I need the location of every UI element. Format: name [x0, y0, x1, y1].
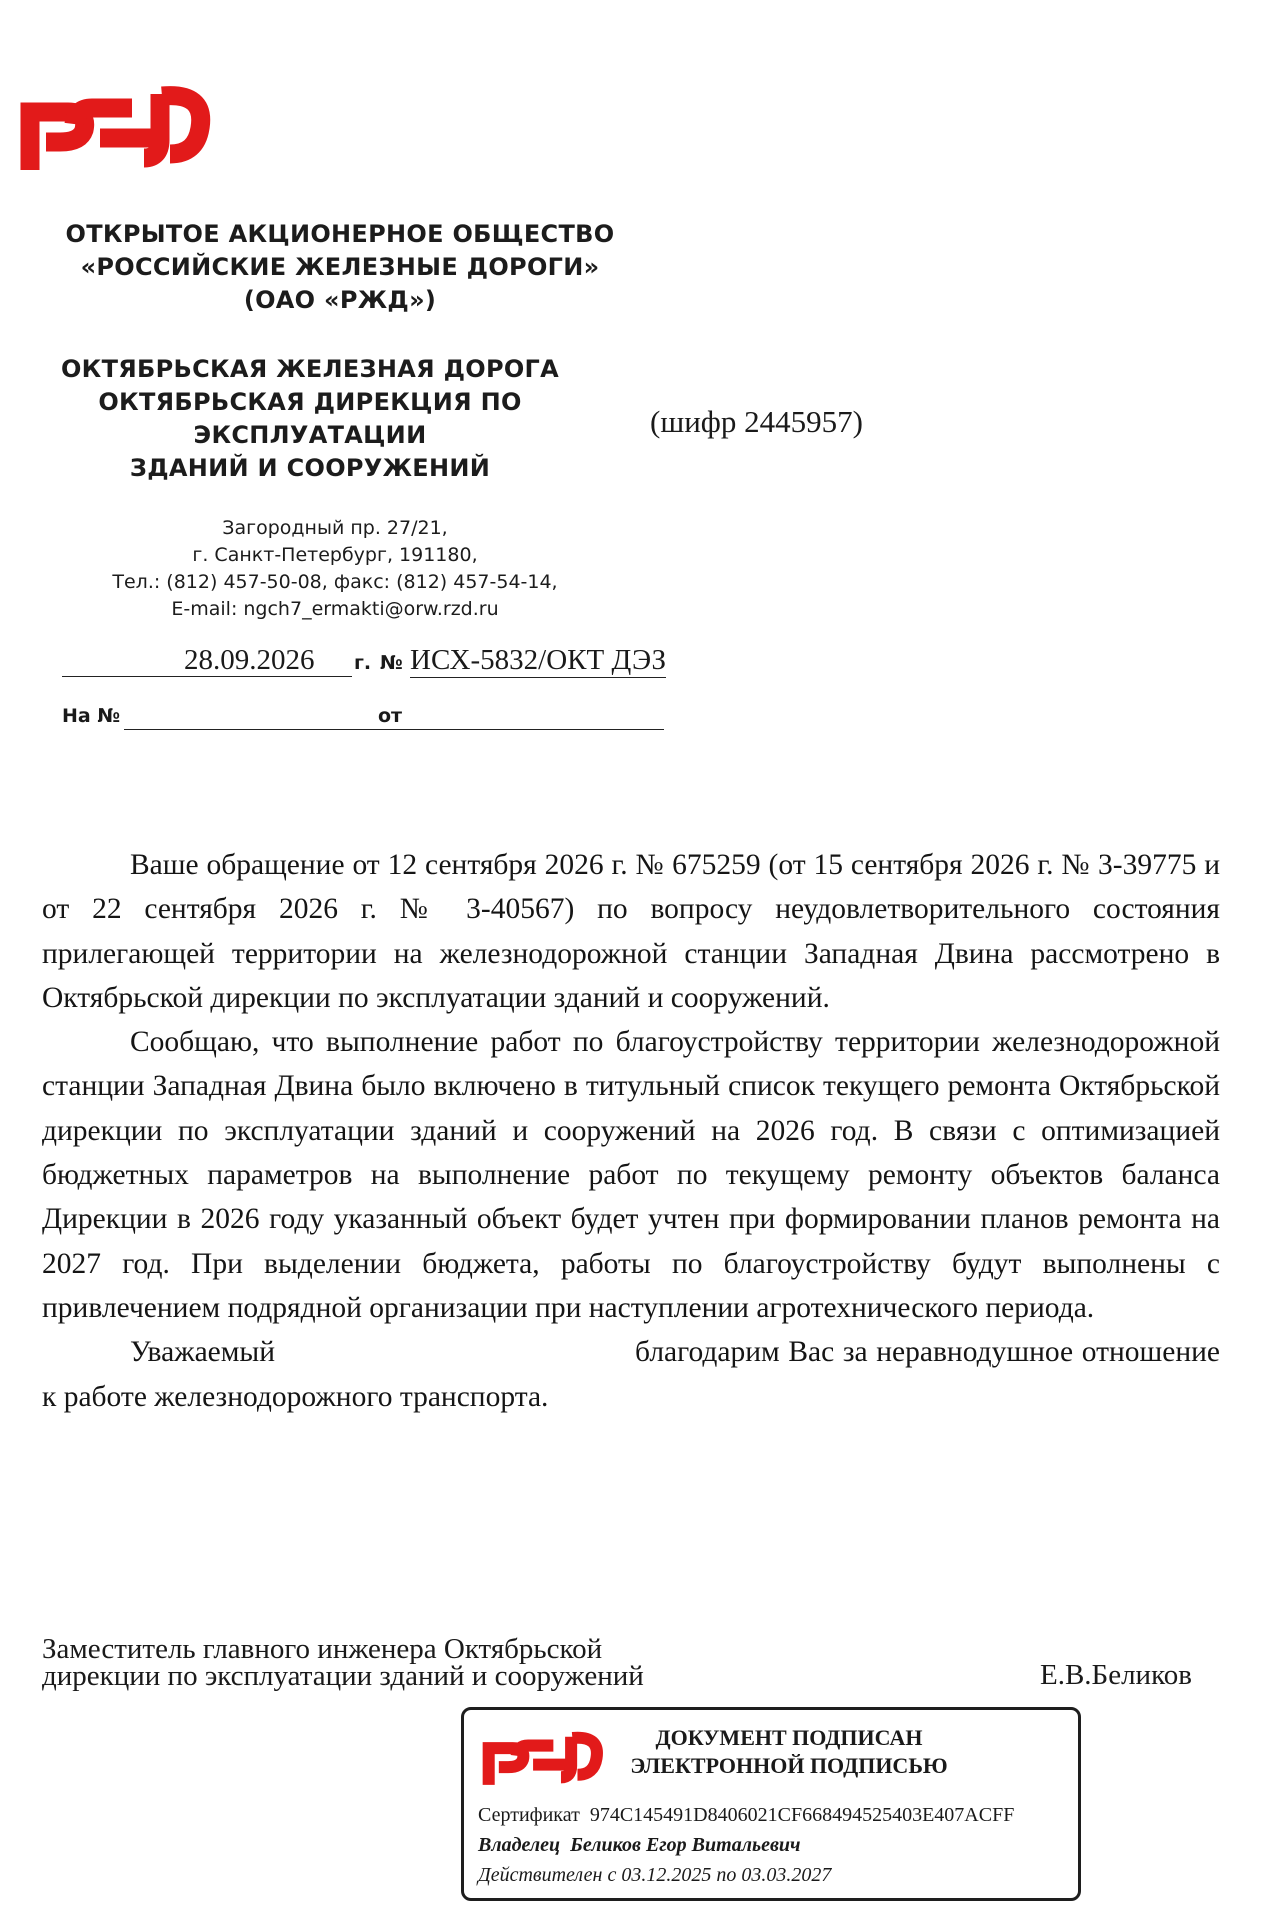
- owner-label: Владелец: [478, 1834, 561, 1856]
- registration-line: [62, 642, 672, 682]
- salutation: Уважаемый: [130, 1336, 276, 1369]
- letter-body: [42, 843, 1220, 1419]
- stamp-title-line: ЭЛЕКТРОННОЙ ПОДПИСЬЮ: [630, 1753, 948, 1778]
- company-name-line: ОТКРЫТОЕ АКЦИОНЕРНОЕ ОБЩЕСТВО: [65, 220, 615, 248]
- rzd-logo-icon: [476, 1726, 606, 1788]
- stamp-title-line: ДОКУМЕНТ ПОДПИСАН: [655, 1725, 923, 1750]
- signatory-position-line: дирекции по эксплуатации зданий и сооружений: [42, 1660, 644, 1692]
- reference-date-label: от: [378, 705, 403, 727]
- company-name-line: (ОАО «РЖД»): [243, 286, 437, 314]
- reference-line: [62, 705, 672, 735]
- address-line: Загородный пр. 27/21,: [222, 517, 448, 539]
- owner-value: Беликов Егор Витальевич: [570, 1834, 801, 1856]
- signatory-position: [42, 1633, 644, 1692]
- body-paragraph: Ваше обращение от 12 сентября 2026 г. № 675259 (от 15 сентября 2026 г. № 3-39775 и от 22 сентября 2026 г. № 3-40567) по вопросу неудовлетворительного состояния прилегающей территории на железнодорожной станции Западная Двина рассмотрено в Октябрьской дирекции по эксплуатации зданий и сооружений.: [42, 849, 1220, 1014]
- year-suffix: г.: [354, 652, 372, 674]
- division-name-line: ЗДАНИЙ И СООРУЖЕНИЙ: [129, 454, 491, 482]
- phone-line: Тел.: (812) 457-50-08, факс: (812) 457-54-14,: [112, 571, 558, 593]
- document-number: ИСХ-5832/ОКТ ДЭЗ: [410, 644, 666, 676]
- certificate-line: [478, 1804, 1014, 1827]
- validity-line: Действителен с 03.12.2025 по 03.03.2027: [478, 1864, 832, 1886]
- address-block: [60, 515, 610, 623]
- company-name: [40, 218, 640, 317]
- reference-date-underline: [406, 729, 664, 730]
- reference-number-label: На №: [62, 705, 121, 727]
- body-paragraph: Сообщаю, что выполнение работ по благоустройству территории железнодорожной станции Западная Двина было включено в титульный список текущего ремонта Октябрьской дирекции по эксплуатации зданий и сооружений на 2026 год. В связи с оптимизацией бюджетных параметров на выполнение работ по текущему ремонту объектов баланса Дирекции в 2026 году указанный объект будет учтен при формировании планов ремонта на 2027 год. При выделении бюджета, работы по благоустройству будут выполнены с привлечением подрядной организации при наступлении агротехнического периода.: [42, 1026, 1220, 1324]
- reference-number-underline: [124, 729, 426, 730]
- number-sign: №: [380, 652, 403, 674]
- certificate-label: Сертификат: [478, 1804, 580, 1826]
- owner-line: [478, 1834, 801, 1857]
- body-paragraph: [42, 1330, 1220, 1419]
- rzd-logo-icon: [10, 78, 215, 174]
- signatory-name: Е.В.Беликов: [1040, 1659, 1192, 1691]
- company-name-line: «РОССИЙСКИЕ ЖЕЛЕЗНЫЕ ДОРОГИ»: [80, 253, 600, 281]
- electronic-signature-stamp: [461, 1707, 1081, 1901]
- certificate-value: 974C145491D8406021CF668494525403E407ACFF: [589, 1804, 1015, 1826]
- cipher-code: (шифр 2445957): [650, 404, 863, 439]
- division-name-line: ОКТЯБРЬСКАЯ ЖЕЛЕЗНАЯ ДОРОГА: [60, 355, 560, 383]
- division-name-line: ЭКСПЛУАТАЦИИ: [193, 421, 427, 449]
- email-line: E-mail: ngch7_ermakti@orw.rzd.ru: [171, 598, 499, 620]
- signatory-position-line: Заместитель главного инженера Октябрьской: [42, 1633, 603, 1665]
- document-date: 28.09.2026: [184, 644, 315, 676]
- closing-text: благодарим Вас за неравнодушное отношение к работе железнодорожного транспорта.: [42, 1336, 1220, 1413]
- address-line: г. Санкт-Петербург, 191180,: [192, 544, 478, 566]
- stamp-title: [624, 1724, 954, 1780]
- division-name-line: ОКТЯБРЬСКАЯ ДИРЕКЦИЯ ПО: [98, 388, 522, 416]
- division-name: [10, 353, 610, 485]
